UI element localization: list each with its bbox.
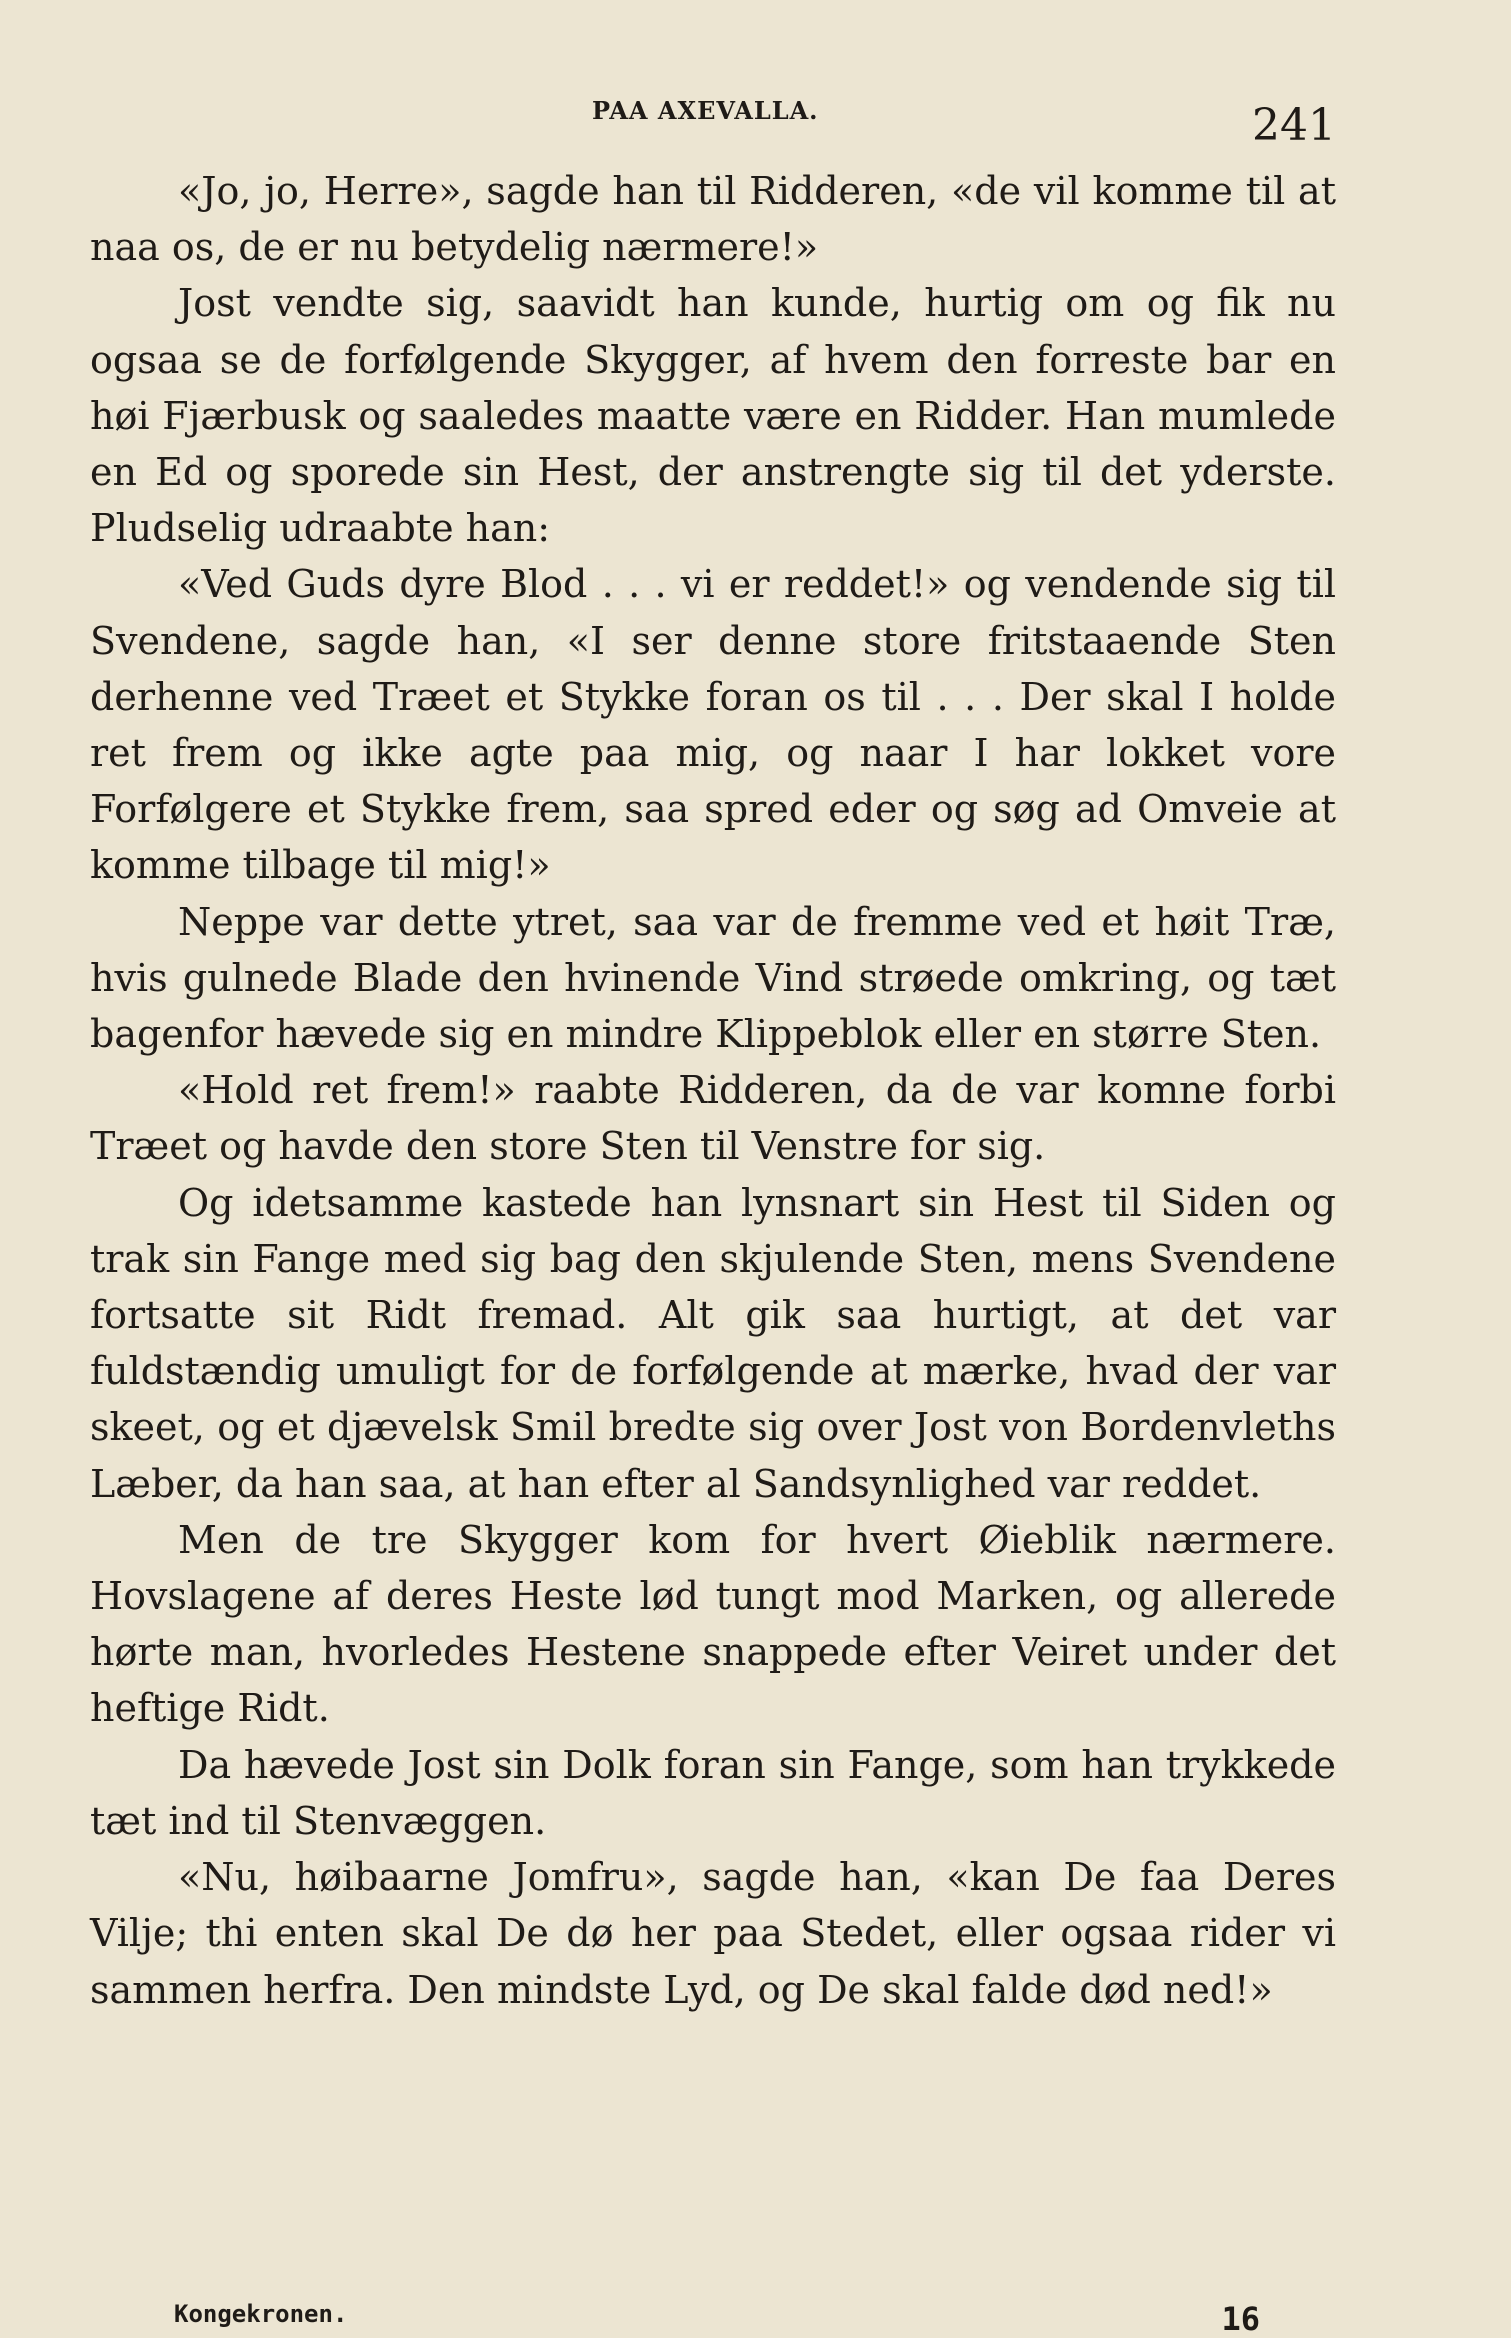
paragraph: Neppe var dette ytret, saa var de fremme ved et høit Træ, hvis gulnede Blade den hvinende Vind strøede omkring, og tæt bagenfor hævede sig en mindre Klippeblok eller en større Sten. (90, 899, 1336, 1057)
page-footer (174, 2300, 1260, 2338)
paragraph: «Hold ret frem!» raabte Ridderen, da de var komne forbi Træet og havde den store Sten til Venstre for sig. (90, 1068, 1336, 1169)
paragraph: «Ved Guds dyre Blod . . . vi er reddet!» og vendende sig til Svendene, sagde han, «I ser denne store fritstaaende Sten derhenne ved Træet et Stykke foran os til . . . Der skal I holde ret frem og ikke agte paa mig, og naar I har lokket vore Forfølgere et Stykke frem, saa spred eder og søg ad Omveie at komme tilbage til mig!» (90, 562, 1336, 888)
paragraph: «Jo, jo, Herre», sagde han til Ridderen, «de vil komme til at naa os, de er nu betydelig nærmere!» (90, 169, 1336, 270)
paragraph: Og idetsamme kastede han lynsnart sin Hest til Siden og trak sin Fange med sig bag den skjulende Sten, mens Svendene fortsatte sit Ridt fremad. Alt gik saa hurtigt, at det var fuldstændig umuligt for de forfølgende at mærke, hvad der var skeet, og et djævelsk Smil bredte sig over Jost von Bordenvleths Læber, da han saa, at han efter al Sandsynlighed var reddet. (90, 1180, 1336, 1506)
paragraph: Jost vendte sig, saavidt han kunde, hurtig om og fik nu ogsaa se de forfølgende Skygger, af hvem den forreste bar en høi Fjærbusk og saaledes maatte være en Ridder. Han mumlede en Ed og sporede sin Hest, der anstrengte sig til det yderste. Pludselig udraabte han: (90, 281, 1336, 551)
paragraph: «Nu, høibaarne Jomfru», sagde han, «kan De faa Deres Vilje; thi enten skal De dø her paa Stedet, eller ogsaa rider vi sammen herfra. Den mindste Lyd, og De skal falde død ned!» (90, 1855, 1336, 2012)
sheet-number: 16 (1221, 2300, 1260, 2338)
paragraph: Da hævede Jost sin Dolk foran sin Fange, som han trykkede tæt ind til Stenvæggen. (90, 1742, 1336, 1843)
paragraph: Men de tre Skygger kom for hvert Øieblik nærmere. Hovslagene af deres Heste lød tungt mod Marken, og allerede hørte man, hvorledes Hestene snappede efter Veiret under det heftige Ridt. (90, 1517, 1336, 1731)
page-number: 241 (1252, 100, 1336, 151)
running-title: PAA AXEVALLA. (592, 96, 819, 125)
body-text (90, 163, 1336, 2018)
signature-mark: Kongekronen. (174, 2300, 348, 2328)
